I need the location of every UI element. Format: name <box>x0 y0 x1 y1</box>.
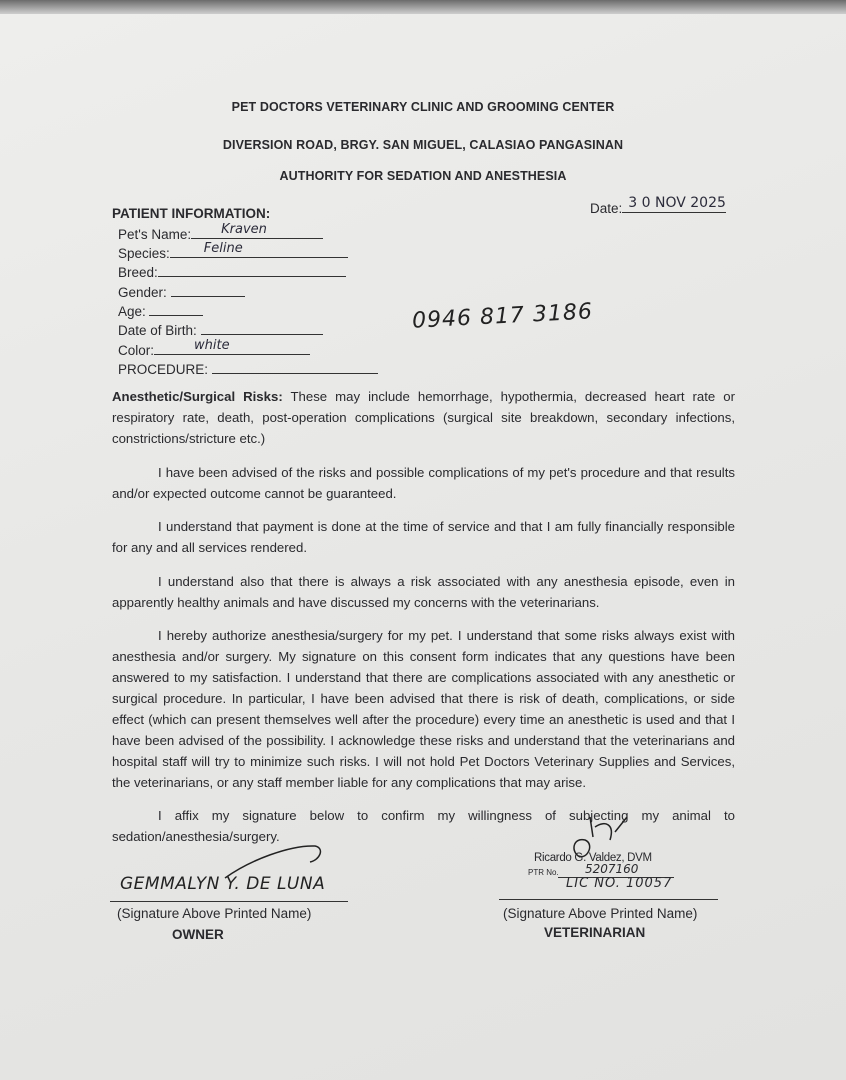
owner-signature: GEMMALYN Y. DE LUNA <box>120 874 326 894</box>
risks-heading: Anesthetic/Surgical Risks: <box>112 389 283 404</box>
field-label: Breed: <box>118 265 158 280</box>
field-value: white <box>194 338 230 353</box>
field-pet-name <box>118 224 323 242</box>
risks-paragraph <box>112 386 735 449</box>
field-value: Feline <box>203 241 243 256</box>
form-title: AUTHORITY FOR SEDATION AND ANESTHESIA <box>279 169 567 183</box>
ptr-label: PTR No. <box>528 868 559 877</box>
field-label: Age: <box>118 304 146 319</box>
patient-info-heading: PATIENT INFORMATION: <box>112 206 271 221</box>
field-label: Pet's Name: <box>118 227 192 242</box>
date-field <box>590 196 726 216</box>
risks-text: These may include hemorrhage, hypothermia, decreased heart rate or respiratory rate, death, post-operation complications (surgical site breakdown, secondary infections, constrictions/stricture etc.) <box>112 389 735 446</box>
field-gender <box>118 282 245 300</box>
clinic-name: PET DOCTORS VETERINARY CLINIC AND GROOMING CENTER <box>231 100 615 114</box>
consent-paragraph-5: I affix my signature below to confirm my willingness of subjecting my animal to sedation/anesthesia/surgery. <box>112 808 735 844</box>
consent-paragraph-2: I understand that payment is done at the time of service and that I am fully financially responsible for any and all services rendered. <box>112 519 735 555</box>
vet-signature-line <box>499 899 718 900</box>
field-label: Species: <box>118 246 170 261</box>
field-species <box>118 243 348 261</box>
field-age <box>118 301 203 319</box>
field-color <box>118 340 310 358</box>
consent-paragraph-4: I hereby authorize anesthesia/surgery for my pet. I understand that some risks always exist with anesthesia and/or surgery. My signature on this consent form indicates that any questions have been answered to my satisfaction. I understand that there are complications associated with any anesthetic or surgical procedure. In particular, I have been advised that there is risk of death, complications, or side effect (which can present themselves well after the procedure) every time an anesthetic is used and that I have been advised of the possibility. I acknowledge these risks and understand that the veterinarians and hospital staff will try to minimize such risks. I will not hold Pet Doctors Veterinary Supplies and Services, the veterinarians, or any staff member liable for any complications that may arise. <box>112 628 735 790</box>
date-label: Date: <box>590 201 623 216</box>
field-label: Color: <box>118 343 155 358</box>
field-label: PROCEDURE: <box>118 362 209 377</box>
vet-role: VETERINARIAN <box>544 925 646 940</box>
field-label: Date of Birth: <box>118 323 197 338</box>
field-breed <box>118 262 346 280</box>
owner-role: OWNER <box>172 927 224 942</box>
license-number: LIC NO. 10057 <box>566 876 673 891</box>
consent-paragraph-1: I have been advised of the risks and possible complications of my pet's procedure and that results and/or expected outcome cannot be guaranteed. <box>112 465 735 501</box>
consent-paragraph-3: I understand also that there is always a risk associated with any anesthesia episode, even in apparently healthy animals and have discussed my concerns with the veterinarians. <box>112 574 735 610</box>
field-label: Gender: <box>118 285 167 300</box>
vet-name-stamp: Ricardo G. Valdez, DVM <box>534 852 652 864</box>
field-date-of-birth <box>118 320 323 338</box>
clinic-address: DIVERSION ROAD, BRGY. SAN MIGUEL, CALASIAO PANGASINAN <box>222 138 624 152</box>
owner-signature-line <box>110 901 348 902</box>
field-value: Kraven <box>221 222 267 237</box>
owner-signature-caption: (Signature Above Printed Name) <box>117 906 312 921</box>
field-procedure <box>118 359 378 377</box>
date-stamp: 3 0 NOV 2025 <box>628 195 726 211</box>
vet-signature-caption: (Signature Above Printed Name) <box>503 906 698 921</box>
ptr-number: 5207160 <box>585 862 639 876</box>
handwritten-phone-number: 0946 817 3186 <box>411 299 594 334</box>
